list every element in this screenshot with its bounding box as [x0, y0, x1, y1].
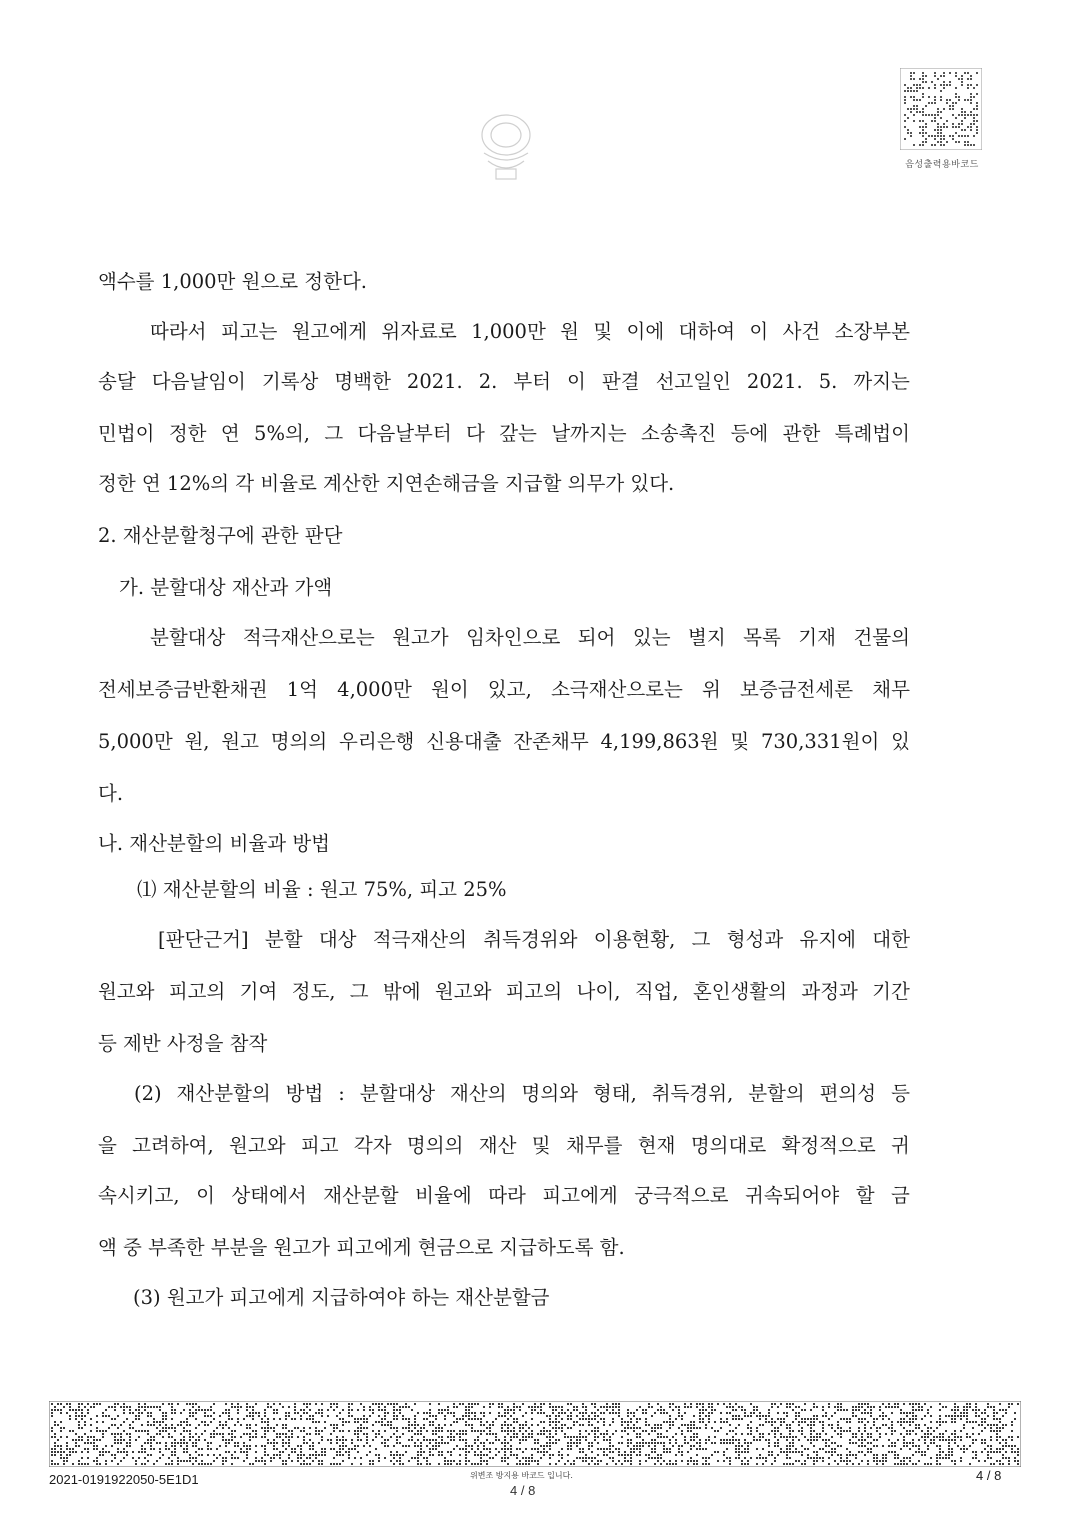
- word: 별지: [688, 626, 726, 649]
- paragraph-line: [150, 628, 910, 648]
- anti-forgery-barcode: [49, 1401, 1021, 1467]
- word: 피고의: [168, 980, 226, 1003]
- barcode-note: 위변조 방지용 바코드 입니다.: [470, 1471, 573, 1480]
- word: 1억: [286, 678, 318, 701]
- word: 등: [891, 1082, 910, 1105]
- item-heading: ⑴ 재산분할의 비율 : 원고 75%, 피고 25%: [137, 878, 507, 901]
- word: 소송촉진: [640, 422, 717, 445]
- subsection-heading: 가. 분할대상 재산과 가액: [119, 576, 333, 599]
- word: 사건: [782, 320, 821, 343]
- word: 이: [196, 1184, 215, 1207]
- court-seal-watermark: [470, 105, 542, 187]
- word: 을: [98, 1134, 117, 1157]
- word: 있고,: [487, 678, 532, 701]
- word: 밖에: [382, 980, 421, 1003]
- word: 이: [567, 370, 586, 393]
- word: 명의와: [521, 1082, 578, 1105]
- word: 현재: [637, 1134, 676, 1157]
- word: 금: [891, 1184, 910, 1207]
- word: 등에: [730, 422, 769, 445]
- paragraph-line: [98, 1136, 910, 1156]
- subsection-heading: 나. 재산분할의 비율과 방법: [98, 832, 331, 855]
- word: 분할: [264, 928, 303, 951]
- word: 원고와: [98, 980, 155, 1003]
- word: 재산분할의: [176, 1082, 271, 1105]
- word: 기록상: [261, 370, 319, 393]
- word: 상태에서: [231, 1184, 307, 1207]
- word: 1,000만: [471, 320, 546, 343]
- word: 원고와: [229, 1134, 286, 1157]
- word: 채무: [872, 678, 910, 701]
- paragraph-line: 액 중 부족한 부분을 원고가 피고에게 현금으로 지급하도록 함.: [98, 1236, 625, 1259]
- word: 유지에: [799, 928, 856, 951]
- word: 있: [891, 730, 910, 753]
- word: 다음날임이: [151, 370, 246, 393]
- word: 730,331원이: [760, 730, 880, 753]
- paragraph-line: [98, 372, 910, 392]
- paragraph-line: 등 제반 사정을 참작: [98, 1032, 268, 1055]
- word: 4,000만: [337, 678, 412, 701]
- qr-code-label: 음성출력용바코드: [905, 160, 979, 170]
- word: 적극재산으로는: [242, 626, 375, 649]
- word: 원: [560, 320, 579, 343]
- paragraph-line: [158, 930, 910, 950]
- paragraph-line: [98, 732, 910, 752]
- word: 5,000만: [98, 730, 173, 753]
- word: 이에: [626, 320, 665, 343]
- word: 재산분할: [323, 1184, 399, 1207]
- word: 속시키고,: [98, 1184, 180, 1207]
- word: 임차인으로: [466, 626, 561, 649]
- word: 소장부본: [834, 320, 910, 343]
- word: 및: [593, 320, 613, 343]
- paragraph-line: 정한 연 12%의 각 비율로 계산한 지연손해금을 지급할 의무가 있다.: [98, 472, 675, 495]
- word: 따라서: [150, 320, 207, 343]
- paragraph-line: [98, 982, 910, 1002]
- word: 궁극적으로: [634, 1184, 729, 1207]
- word: 소극재산으로는: [550, 678, 683, 701]
- word: 고려하여,: [132, 1134, 214, 1157]
- word: 적극재산의: [372, 928, 467, 951]
- word: 전세보증금반환채권: [98, 678, 268, 701]
- word: 귀속되어야: [744, 1184, 840, 1207]
- word: 송달: [98, 370, 136, 393]
- word: (2): [134, 1082, 162, 1105]
- word: 편의성: [819, 1082, 877, 1105]
- word: 관한: [782, 422, 821, 445]
- word: 대하여: [678, 320, 736, 343]
- page-number-center: 4 / 8: [510, 1483, 536, 1498]
- word: 기간: [872, 980, 910, 1003]
- word: 원고에게: [291, 320, 368, 343]
- word: [판단근거]: [158, 928, 249, 951]
- word: 따라: [488, 1184, 526, 1207]
- word: 대상: [318, 928, 357, 951]
- paragraph-line: [134, 1084, 910, 1104]
- word: 확정적으로: [781, 1134, 876, 1157]
- paragraph-line: 액수를 1,000만 원으로 정한다.: [98, 270, 367, 293]
- word: 원고: [221, 730, 259, 753]
- word: 취득경위,: [651, 1082, 734, 1105]
- word: 정한: [168, 422, 207, 445]
- word: 정도,: [291, 980, 336, 1003]
- word: 부터: [513, 370, 552, 393]
- word: 귀: [891, 1134, 910, 1157]
- word: 혼인생활의: [692, 980, 788, 1003]
- paragraph-line: [150, 322, 910, 342]
- word: 위자료로: [381, 320, 457, 343]
- word: 특례법이: [834, 422, 910, 445]
- word: 우리은행: [339, 730, 415, 753]
- word: 기여: [239, 980, 278, 1003]
- word: 신용대출: [426, 730, 502, 753]
- paragraph-line: 다.: [98, 782, 124, 805]
- word: 4,199,863원: [600, 730, 719, 753]
- word: :: [338, 1082, 345, 1105]
- word: 재산의: [450, 1082, 507, 1105]
- paragraph-line: [98, 680, 910, 700]
- word: 취득경위와: [483, 928, 578, 951]
- word: 분할의: [748, 1082, 805, 1105]
- word: 나이,: [576, 980, 621, 1003]
- word: 할: [855, 1184, 875, 1207]
- word: 피고의: [505, 980, 563, 1003]
- word: 명의대로: [690, 1134, 767, 1157]
- word: 원고와: [434, 980, 492, 1003]
- word: 비율에: [415, 1184, 472, 1207]
- word: 명의의: [270, 730, 328, 753]
- word: 형태,: [592, 1082, 637, 1105]
- word: 피고: [300, 1134, 339, 1157]
- word: 분할대상: [359, 1082, 436, 1105]
- word: 재산: [478, 1134, 517, 1157]
- word: 명의의: [406, 1134, 464, 1157]
- word: 다: [466, 422, 485, 445]
- word: 연: [220, 422, 240, 445]
- word: 2.: [478, 370, 498, 393]
- word: 선고일인: [655, 370, 731, 393]
- word: 피고는: [220, 320, 278, 343]
- qr-code-icon: [900, 68, 982, 150]
- word: 2021.: [406, 370, 463, 393]
- word: 있는: [632, 626, 671, 649]
- word: 5%의,: [254, 422, 311, 445]
- word: 이용현황,: [593, 928, 676, 951]
- word: 보증금전세론: [740, 678, 854, 701]
- word: 피고에게: [542, 1184, 618, 1207]
- word: 기재: [798, 626, 836, 649]
- item-heading: (3) 원고가 피고에게 지급하여야 하는 재산분할금: [133, 1286, 550, 1309]
- word: 그: [691, 928, 711, 951]
- word: 건물의: [853, 626, 910, 649]
- word: 잔존채무: [513, 730, 589, 753]
- word: 까지는: [853, 370, 910, 393]
- word: 채무를: [565, 1134, 623, 1157]
- word: 명백한: [334, 370, 391, 393]
- word: 날까지는: [551, 422, 627, 445]
- word: 5.: [818, 370, 838, 393]
- word: 2021.: [746, 370, 803, 393]
- word: 위: [702, 678, 721, 701]
- word: 목록: [743, 626, 781, 649]
- page-number: 4 / 8: [976, 1468, 1002, 1483]
- word: 원,: [184, 730, 210, 753]
- word: 대한: [872, 928, 910, 951]
- word: 직업,: [634, 980, 679, 1003]
- paragraph-line: [98, 424, 910, 444]
- word: 방법: [285, 1082, 324, 1105]
- word: 그: [349, 980, 369, 1003]
- document-id: 2021-0191922050-5E1D1: [49, 1472, 199, 1487]
- paragraph-line: [98, 1186, 910, 1206]
- word: 민법이: [98, 422, 155, 445]
- section-heading: 2. 재산분할청구에 관한 판단: [98, 524, 343, 547]
- word: 및: [730, 730, 750, 753]
- word: 갚는: [499, 422, 537, 445]
- word: 원이: [431, 678, 469, 701]
- word: 다음날부터: [357, 422, 452, 445]
- word: 및: [531, 1134, 551, 1157]
- word: 분할대상: [150, 626, 226, 649]
- word: 과정과: [801, 980, 858, 1003]
- word: 각자: [353, 1134, 392, 1157]
- word: 판결: [601, 370, 640, 393]
- word: 그: [324, 422, 344, 445]
- word: 이: [749, 320, 769, 343]
- word: 원고가: [392, 626, 449, 649]
- word: 형성과: [726, 928, 784, 951]
- word: 되어: [577, 626, 616, 649]
